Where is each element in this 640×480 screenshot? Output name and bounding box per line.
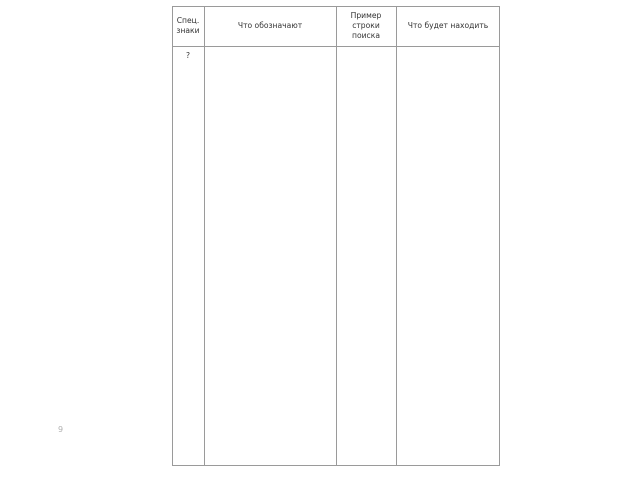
table-rule: [172, 6, 173, 466]
header-meaning-line: Что обозначают: [237, 21, 303, 30]
header-symbols-line: знаки: [176, 26, 200, 35]
table-rule: [204, 6, 205, 466]
header-finds-line: Что будет находить: [407, 21, 489, 30]
header-example-line: поиска: [352, 31, 380, 40]
row-symbol-line: ?: [185, 51, 191, 60]
header-finds: [398, 8, 498, 44]
header-example-line: строки: [352, 21, 380, 30]
header-symbols: [174, 8, 202, 44]
table-rule: [396, 6, 397, 466]
header-meaning: [206, 8, 334, 44]
row-symbol: [174, 46, 202, 66]
header-symbols-line: Спец.: [176, 16, 200, 25]
page-number: 9: [58, 425, 64, 434]
table-rule: [499, 6, 500, 466]
table-rule: [172, 46, 500, 47]
search-syntax-table: [172, 6, 500, 466]
header-example: [338, 8, 394, 44]
table-rule: [336, 6, 337, 466]
header-example-line: Пример: [350, 11, 382, 20]
